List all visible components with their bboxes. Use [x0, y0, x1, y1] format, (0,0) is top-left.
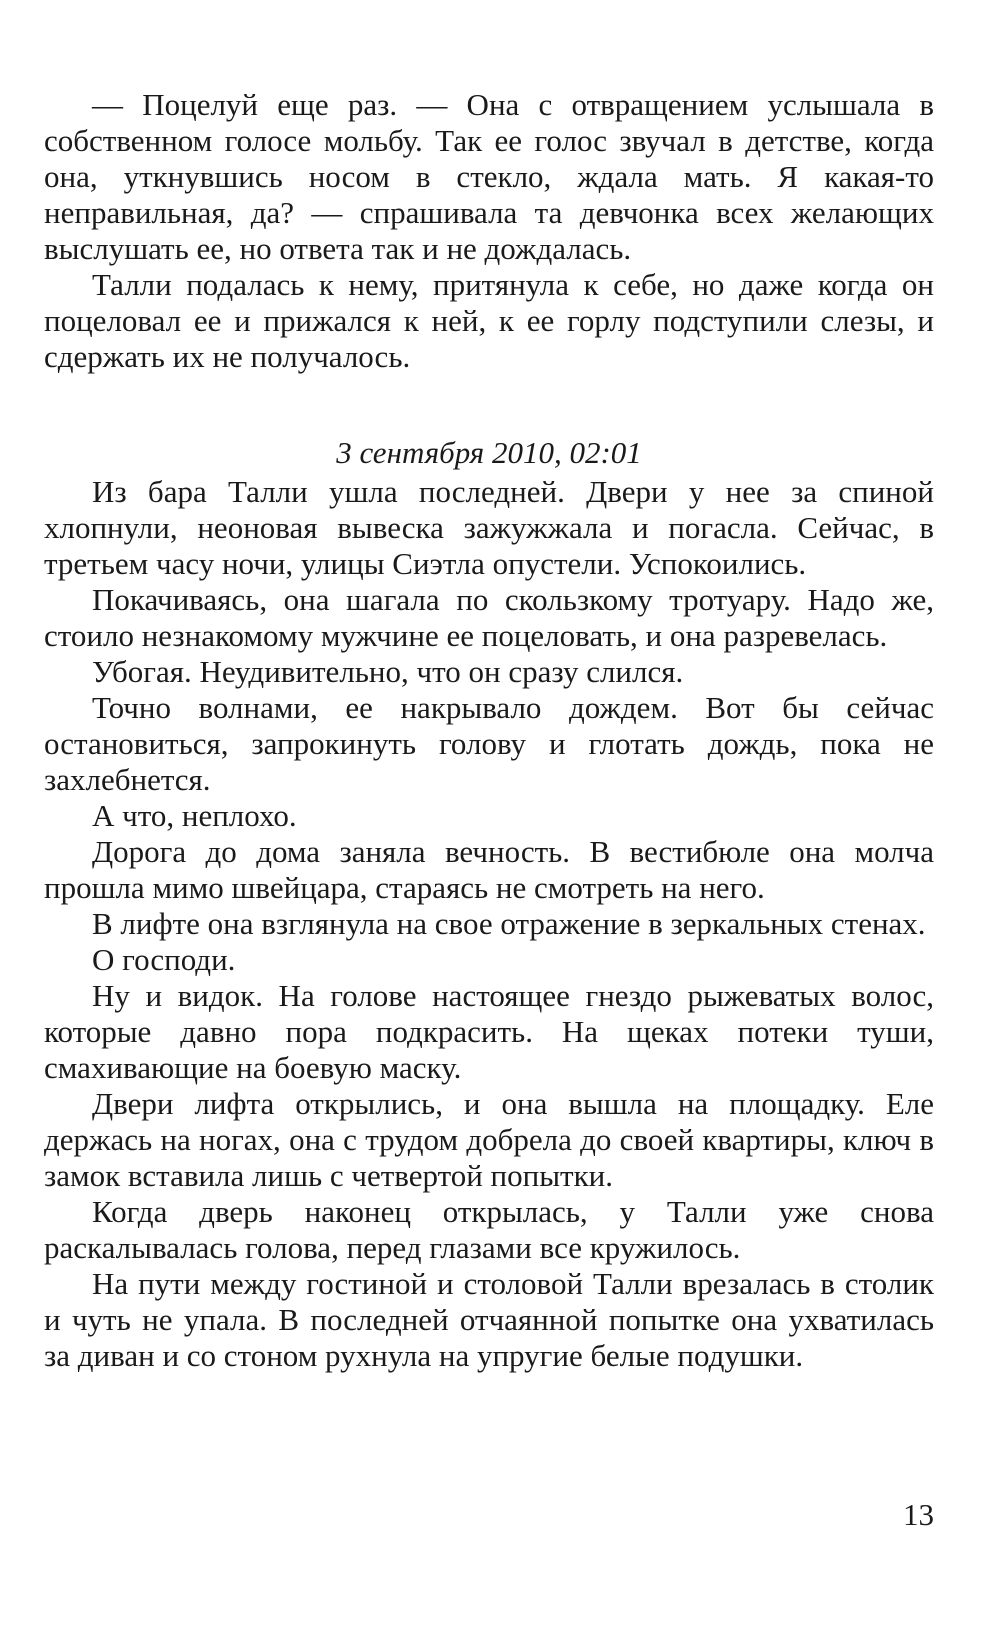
page-number: 13 — [903, 1497, 934, 1532]
paragraph: Из бара Талли ушла последней. Двери у нее за спиной хлопнули, неоновая вывеска зажужжала и погасла. Сейчас, в третьем часу ночи, улицы Сиэтла опустели. Успокоились. — [44, 474, 934, 581]
paragraph: Когда дверь наконец открылась, у Талли уже снова раскалывалась голова, перед глазами все кружилось. — [44, 1194, 934, 1265]
paragraph: Точно волнами, ее накрывало дождем. Вот бы сейчас остановиться, запрокинуть голову и глотать дождь, пока не захлебнется. — [44, 690, 934, 797]
paragraph: Талли подалась к нему, притянула к себе, но даже когда он поцеловал ее и прижался к ней, к ее горлу подступили слезы, и сдержать их не получалось. — [44, 267, 934, 374]
section-text — [44, 474, 934, 1374]
paragraph: — Поцелуй еще раз. — Она с отвращением услышала в собственном голосе мольбу. Так ее голос звучал в детстве, когда она, уткнувшись носом в стекло, ждала мать. Я какая-то неправильная, да? — спрашивала та девчонка всех желающих выслушать ее, но ответа так и не дождалась. — [44, 87, 934, 266]
section-heading: 3 сентября 2010, 02:01 — [336, 435, 642, 470]
paragraph: А что, неплохо. — [92, 798, 297, 833]
paragraph: В лифте она взглянула на свое отражение в зеркальных стенах. — [92, 906, 926, 941]
paragraph: О господи. — [92, 942, 236, 977]
paragraph: На пути между гостиной и столовой Талли врезалась в столик и чуть не упала. В последней отчаянной попытке она ухватилась за диван и со стоном рухнула на упругие белые подушки. — [44, 1266, 934, 1373]
paragraph: Ну и видок. На голове настоящее гнездо рыжеватых волос, которые давно пора подкрасить. На щеках потеки туши, смахивающие на боевую маску. — [44, 978, 934, 1085]
paragraph: Убогая. Неудивительно, что он сразу слился. — [92, 654, 684, 689]
paragraph: Покачиваясь, она шагала по скользкому тротуару. Надо же, стоило незнакомому мужчине ее поцеловать, и она разревелась. — [44, 582, 934, 653]
paragraph: Двери лифта открылись, и она вышла на площадку. Еле держась на ногах, она с трудом добрела до своей квартиры, ключ в замок вставила лишь с четвертой попытки. — [44, 1086, 934, 1193]
paragraph: Дорога до дома заняла вечность. В вестибюле она молча прошла мимо швейцара, стараясь не смотреть на него. — [44, 834, 934, 905]
opening-text — [44, 87, 934, 375]
